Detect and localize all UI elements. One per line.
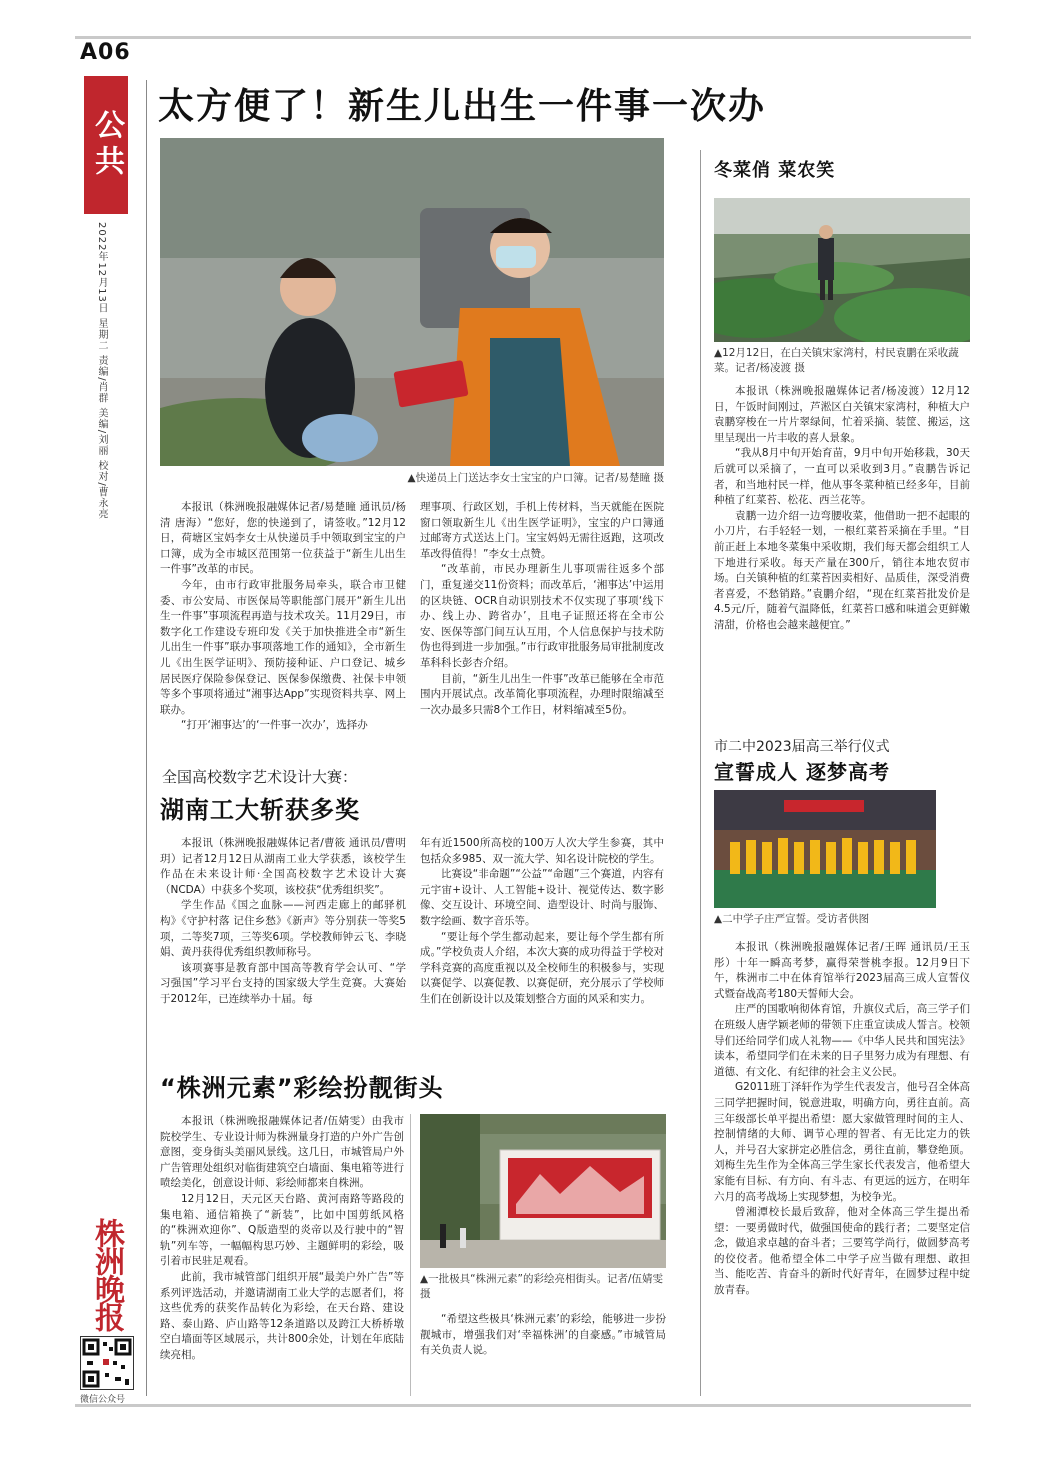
story3-photo (420, 1114, 666, 1268)
newspaper-logo: 株洲晚报 (89, 1218, 124, 1330)
paragraph: “打开‘湘事达’的‘一件事一次办’，选择办 (181, 719, 368, 732)
paragraph: 本报讯（株洲晚报融媒体记者/杨凌渡）12月12日，午饭时间刚过，芦淞区白关镇宋家湾村，种植大户袁鹏穿梭在一片片翠绿间，忙着采摘、装筐、搬运，这里呈现出一片丰收的喜人景象。 (714, 385, 970, 444)
paragraph: 本报讯（株洲晚报融媒体记者/王晖 通讯员/王玉彤）十年一瞬高考梦，赢得荣誉桃李报。12月9日下午，株洲市二中在体育馆举行2023届高三成人宣誓仪式暨奋战高考180天誓师大会。 (714, 941, 970, 1000)
bottom-rule (75, 1404, 971, 1407)
side2-photo (714, 790, 936, 908)
paragraph: 本报讯（株洲晚报融媒体记者/曹筱 通讯员/曹明玥）记者12月12日从湖南工业大学获悉，该校学生作品在未来设计师·全国高校数字艺术设计大赛（NCDA）中获多个奖项，该校获“优秀组织奖”。 (160, 837, 406, 896)
paragraph: 该项赛事是教育部中国高等教育学会认可、“学习强国”学习平台支持的国家级大学生竞赛。大赛始于2012年，已连续举办十届。每 (160, 961, 406, 1005)
side1-headline: 冬菜俏 菜农笑 (714, 160, 836, 181)
story2-subhead: 全国高校数字艺术设计大赛： (162, 768, 358, 786)
main-headline: 太方便了！新生儿出生一件事一次办 (158, 86, 767, 127)
story3-col1 (160, 1114, 404, 1364)
side1-photo (714, 198, 970, 342)
story3-photo-caption: ▲一批极具“株洲元素”的彩绘亮相街头。记者/伍婧雯 摄 (420, 1273, 663, 1300)
main-story-col1 (160, 500, 406, 734)
paragraph: 12月12日，天元区天台路、黄河南路等路段的集电箱、通信箱换了“新装”，比如中国剪纸风格的“株洲欢迎你”、Q版造型的炎帝以及行驶中的“智轨”列车等，一幅幅构思巧妙、主题鲜明的彩绘，吸引着市民驻足观看。 (160, 1192, 404, 1268)
paragraph: 比赛设“非命题”“公益”“命题”三个赛道，内容有元宇宙+设计、人工智能+设计、视觉传达、数字影像、交互设计、环境空间、造型设计、时尚与服饰、数字绘画、数字音乐等。 (420, 868, 664, 927)
paragraph: 曾湘潭校长最后致辞，他对全体高三学生提出希望：一要勇做时代，做强国使命的践行者；二要坚定信念，做追求卓越的奋斗者；三要笃学尚行，做圆梦高考的佼佼者。他希望全体二中学子应当做有理想、敢担当、能吃苦、肯奋斗的新时代好青年，在圆梦过程中绽放青春。 (714, 1206, 970, 1297)
story2-col1 (160, 836, 406, 1008)
left-column-divider (146, 80, 147, 1396)
paragraph: 学生作品《国之血脉——河西走廊上的邮驿机构》《守护村落 记住乡愁》《新声》等分别获一等奖5项，二等奖7项，三等奖6项。学校教师钟云飞、李晓娟、黄丹获得优秀组织教师称号。 (160, 899, 406, 959)
paragraph: “改革前，市民办理新生儿事项需往返多个部门，重复递交11份资料；而改革后，‘湘事达’中运用的区块链、OCR自动识别技术不仅实现了事项‘线下办、线上办、跨省办’，且电子证照还将在全市公安、医保等部门间互认互用，个人信息保护与技术防伪也得到进一步加强。”市行政审批服务局审批制度改革科科长彭杏介绍。 (420, 563, 664, 669)
side2-headline: 宣誓成人 逐梦高考 (714, 760, 890, 784)
right-column-divider (700, 150, 701, 1396)
main-photo-caption: ▲快递员上门送达李女士宝宝的户口簿。记者/易楚瞳 摄 (407, 472, 664, 484)
paragraph: 理事项、行政区划，手机上传材料，当天就能在医院窗口领取新生儿《出生医学证明》，宝宝的户口簿通过邮寄方式送达上门。宝宝妈妈无需往返跑，这项改革改得值得！”李女士点赞。 (420, 501, 664, 560)
side2-body (714, 940, 970, 1299)
side2-subhead: 市二中2023届高三举行仪式 (714, 739, 890, 755)
qr-label: 微信公众号 (80, 1395, 126, 1405)
story3-headline: “株洲元素”彩绘扮靓街头 (160, 1074, 444, 1102)
main-photo (160, 138, 664, 466)
story2-headline: 湖南工大斩获多奖 (160, 796, 360, 824)
paragraph: G2011班丁泽轩作为学生代表发言，他号召全体高三同学把握时间，锐意进取，明确方向，勇往直前。高三年级部长单平提出希望：愿大家做管理时间的主人、控制情绪的大师、调节心理的智者、有无比定力的铁人，并号召大家拼定必胜信念，勇往直前，攀登绝顶。刘梅生先生作为全体高三学生家长代表发言，他希望大家能有目标、有方向、有斗志、有更远的远方，在明年六月的高考战场上实现梦想，为校争光。 (714, 1081, 970, 1203)
story2-col2 (420, 836, 664, 1008)
main-story-col2 (420, 500, 664, 718)
paragraph: 年有近1500所高校的100万人次大学生参赛，其中包括众多985、双一流大学、知名设计院校的学生。 (420, 837, 664, 865)
side1-body (714, 384, 970, 634)
page-number: A06 (80, 40, 131, 65)
paragraph: 此前，我市城管部门组织开展“最美户外广告”等系列评选活动，并邀请湖南工业大学的志愿者们，将这些优秀的获奖作品转化为彩绘，在天台路、建设路、泰山路、庐山路等12条道路以及跨江大桥桥墩空白墙面等区域展示，共计800余处，计划在年底陆续亮相。 (160, 1270, 404, 1361)
paragraph: 庄严的国歌响彻体育馆，升旗仪式后，高三学子们在班级人唐学颖老师的带领下庄重宣读成人誓言。校领导们还给同学们成人礼物——《中华人民共和国宪法》读本，希望同学们在未来的日子里努力成为有理想、有道德、有文化、有纪律的社会主义公民。 (714, 1003, 970, 1078)
side1-photo-caption: ▲12月12日，在白关镇宋家湾村，村民袁鹏在采收蔬菜。记者/杨凌渡 摄 (714, 347, 959, 374)
date-line: 2022年12月13日 星期二 责编/肖群 美编/刘丽 校对/曹永亮 (96, 222, 107, 520)
paragraph: 本报讯（株洲晚报融媒体记者/伍婧雯）由我市院校学生、专业设计师为株洲量身打造的户外广告创意图，变身街头美丽风景线。这几日，市城管局户外广告管理处组织对临街建筑空白墙面、集电箱等进行喷绘美化，创意设计师、彩绘师都来自株洲。 (160, 1115, 404, 1190)
section-tag: 公共 (84, 76, 128, 214)
paragraph: 目前，“新生儿出生一件事”改革已能够在全市范围内开展试点。改革简化事项流程，办理时限缩减至一次办最多只需8个工作日，材料缩减至5份。 (420, 672, 664, 716)
paragraph: “希望这些极具‘株洲元素’的彩绘，能够进一步扮靓城市，增强我们对‘幸福株洲’的自豪感。”市城管局有关负责人说。 (420, 1313, 666, 1357)
paragraph: 袁鹏一边介绍一边弯腰收菜，他借助一把不起眼的小刀片，右手轻轻一划，一根红菜苔采摘在手里。“目前正赶上本地冬菜集中采收期，我们每天都会组织工人下地进行采收。每天产量在300斤，销往本地农贸市场。白关镇种植的红菜苔因卖相好、品质佳，深受消费者喜爱，不愁销路。”袁鹏介绍，“现在红菜苔批发价是4.5元/斤，随着气温降低，红菜苔口感和味道会更鲜嫩清甜，价格也会越来越便宜。” (714, 509, 970, 631)
qr-code-icon (80, 1336, 134, 1390)
paragraph: 本报讯（株洲晚报融媒体记者/易楚瞳 通讯员/杨清 唐海）“您好，您的快递到了，请签收。”12月12日，荷塘区宝妈李女士从快递员手中领取到宝宝的户口簿，成为全市城区范围第一位获益于“新生儿出生一件事”改革的市民。 (160, 501, 406, 576)
paragraph: “我从8月中旬开始育苗，9月中旬开始移栽，30天后就可以采摘了，一直可以采收到3月。”袁鹏告诉记者，和当地村民一样，他从事冬菜种植已经多年，目前种植了红菜苔、松花、西兰花等。 (714, 447, 970, 507)
story3-col2 (420, 1312, 666, 1359)
top-rule (75, 36, 971, 39)
story3-column-divider (410, 1114, 411, 1396)
paragraph: 今年，由市行政审批服务局牵头，联合市卫健委、市公安局、市医保局等职能部门展开“新生儿出生一件事”事项流程再造与技术攻关。11月29日，市数字化工作建设专班印发《关于加快推进全市“新生儿出生一件事”联办事项落地工作的通知》，全市新生儿《出生医学证明》、预防接种证、户口登记、城乡居民医疗保险参保登记、医保参保缴费、社保卡申领等多个事项将通过“湘事达App”实现资料共享、网上联办。 (160, 578, 406, 716)
paragraph: “要让每个学生都动起来，要让每个学生都有所成。”学校负责人介绍，本次大赛的成功得益于学校对学科竞赛的高度重视以及全校师生的积极参与，实现以赛促学、以赛促教、以赛促研，充分展示了学校师生们在创新设计以及策划整合方面的风采和实力。 (420, 930, 664, 1005)
side2-photo-caption: ▲二中学子庄严宣誓。受访者供图 (714, 913, 870, 925)
